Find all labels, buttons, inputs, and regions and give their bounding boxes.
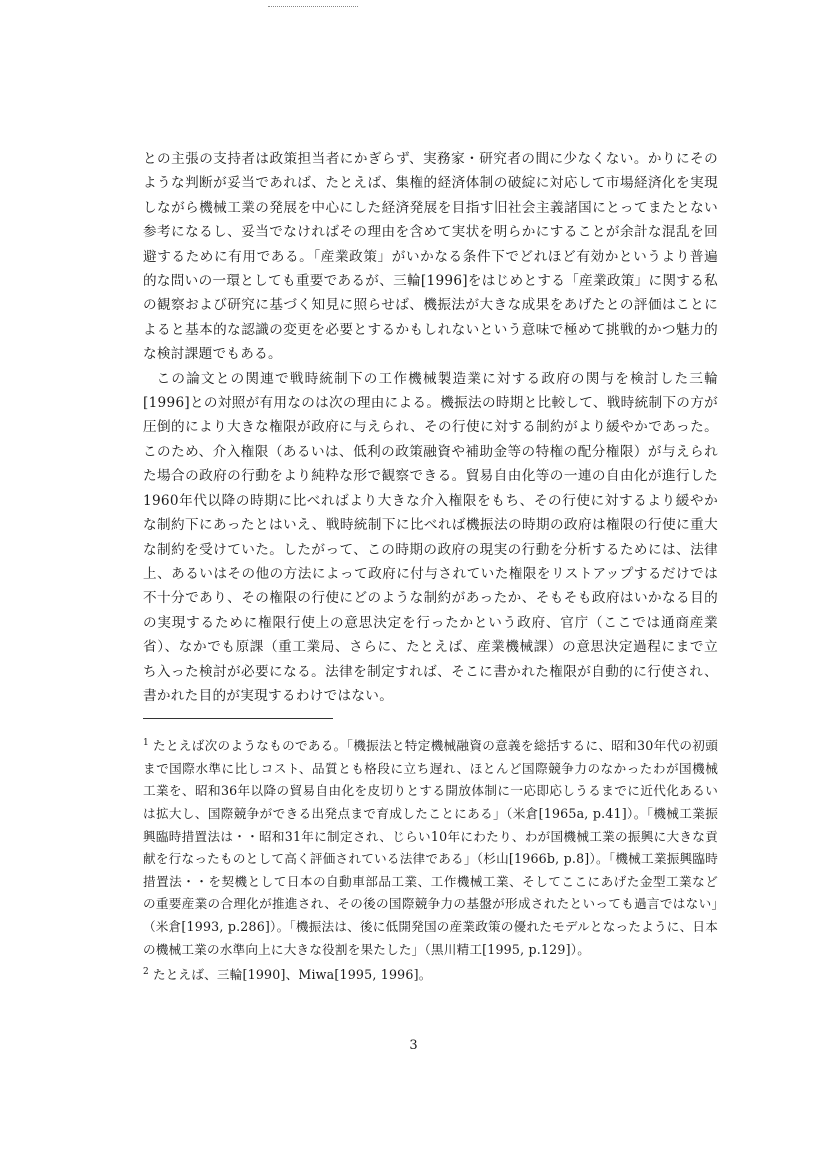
footnote (143, 732, 718, 961)
footnotes (143, 732, 718, 987)
footnote-separator (143, 718, 333, 719)
footnote-mark: 1 (143, 738, 149, 748)
body-paragraph: この論文との関連で戦時統制下の工作機械製造業に対する政府の関与を検討した三輪[1996]との対照が有用なのは次の理由による。機振法の時期と比較して、戦時統制下の方が圧倒的により大きな権限が政府に与えられ、その行使に対する制約がより緩やかであった。このため、介入権限（あるいは、低利の政策融資や補助金等の特権の配分権限）が与えられた場合の政府の行動をより純粋な形で観察できる。貿易自由化等の一連の自由化が進行した1960年代以降の時期に比べればより大きな介入権限をもち、その行使に対するより緩やかな制約下にあったとはいえ、戦時統制下に比べれば機振法の時期の政府は権限の行使に重大な制約を受けていた。したがって、この時期の政府の現実の行動を分析するためには、法律上、あるいはその他の方法によって政府に付与されていた権限をリストアップするだけでは不十分であり、その権限の行使にどのような制約があったか、そもそも政府はいかなる目的の実現するために権限行使上の意思決定を行ったかという政府、官庁（ここでは通商産業省）、なかでも原課（重工業局、さらに、たとえば、産業機械課）の意思決定過程にまで立ち入った検討が必要になる。法律を制定すれば、そこに書かれた権限が自動的に行使され、書かれた目的が実現するわけではない。 (143, 370, 718, 704)
body-paragraph: との主張の支持者は政策担当者にかぎらず、実務家・研究者の間に少なくない。かりにそのような判断が妥当であれば、たとえば、集権的経済体制の破綻に対応して市場経済化を実現しながら機械工業の発展を中心にした経済発展を目指す旧社会主義諸国にとってまたとない参考になるし、妥当でなければその理由を含めて実状を明らかにすることが余計な混乱を回避するために有用である。「産業政策」がいかなる条件下でどれほど有効かというより普遍的な問いの一環としても重要であるが、三輪[1996]をはじめとする「産業政策」に関する私の観察および研究に基づく知見に照らせば、機振法が大きな成果をあげたとの評価はことによると基本的な認識の変更を必要とするかもしれないという意味で極めて挑戦的かつ魅力的な検討課題でもある。 (143, 151, 718, 363)
footnote (143, 961, 718, 987)
main-text (143, 147, 718, 708)
footnote-text: たとえば次のようなものである。「機振法と特定機械融資の意義を総括するに、昭和30年代の初頭まで国際水準に比しコスト、品質とも格段に立ち遅れ、ほとんど国際競争力のなかったわが国機械工業を、昭和36年以降の貿易自由化を皮切りとする開放体制に一応即応しうるまでに近代化あるいは拡大し、国際競争ができる出発点まで育成したことにある」（米倉[1965a, p.41]）。「機械工業振興臨時措置法は・・昭和31年に制定され、じらい10年にわたり、わが国機械工業の振興に大きな貢献を行なったものとして高く評価されている法律である」（杉山[1966b, p.8]）。「機械工業振興臨時措置法・・を契機として日本の自動車部品工業、工作機械工業、そしてここにあげた金型工業などの重要産業の合理化が推進され、その後の国際競争力の基盤が形成されたといっても過言ではない」（米倉[1993, p.286]）。「機振法は、後に低開発国の産業政策の優れたモデルとなったように、日本の機械工業の水準向上に大きな役割を果たした」（黒川精工[1995, p.129]）。 (143, 738, 718, 957)
footnote-text: たとえば、三輪[1990]、Miwa[1995, 1996]。 (152, 967, 432, 983)
scan-artifact-line (268, 6, 358, 7)
footnote-mark: 2 (143, 967, 149, 978)
page-number: 3 (409, 1038, 418, 1053)
